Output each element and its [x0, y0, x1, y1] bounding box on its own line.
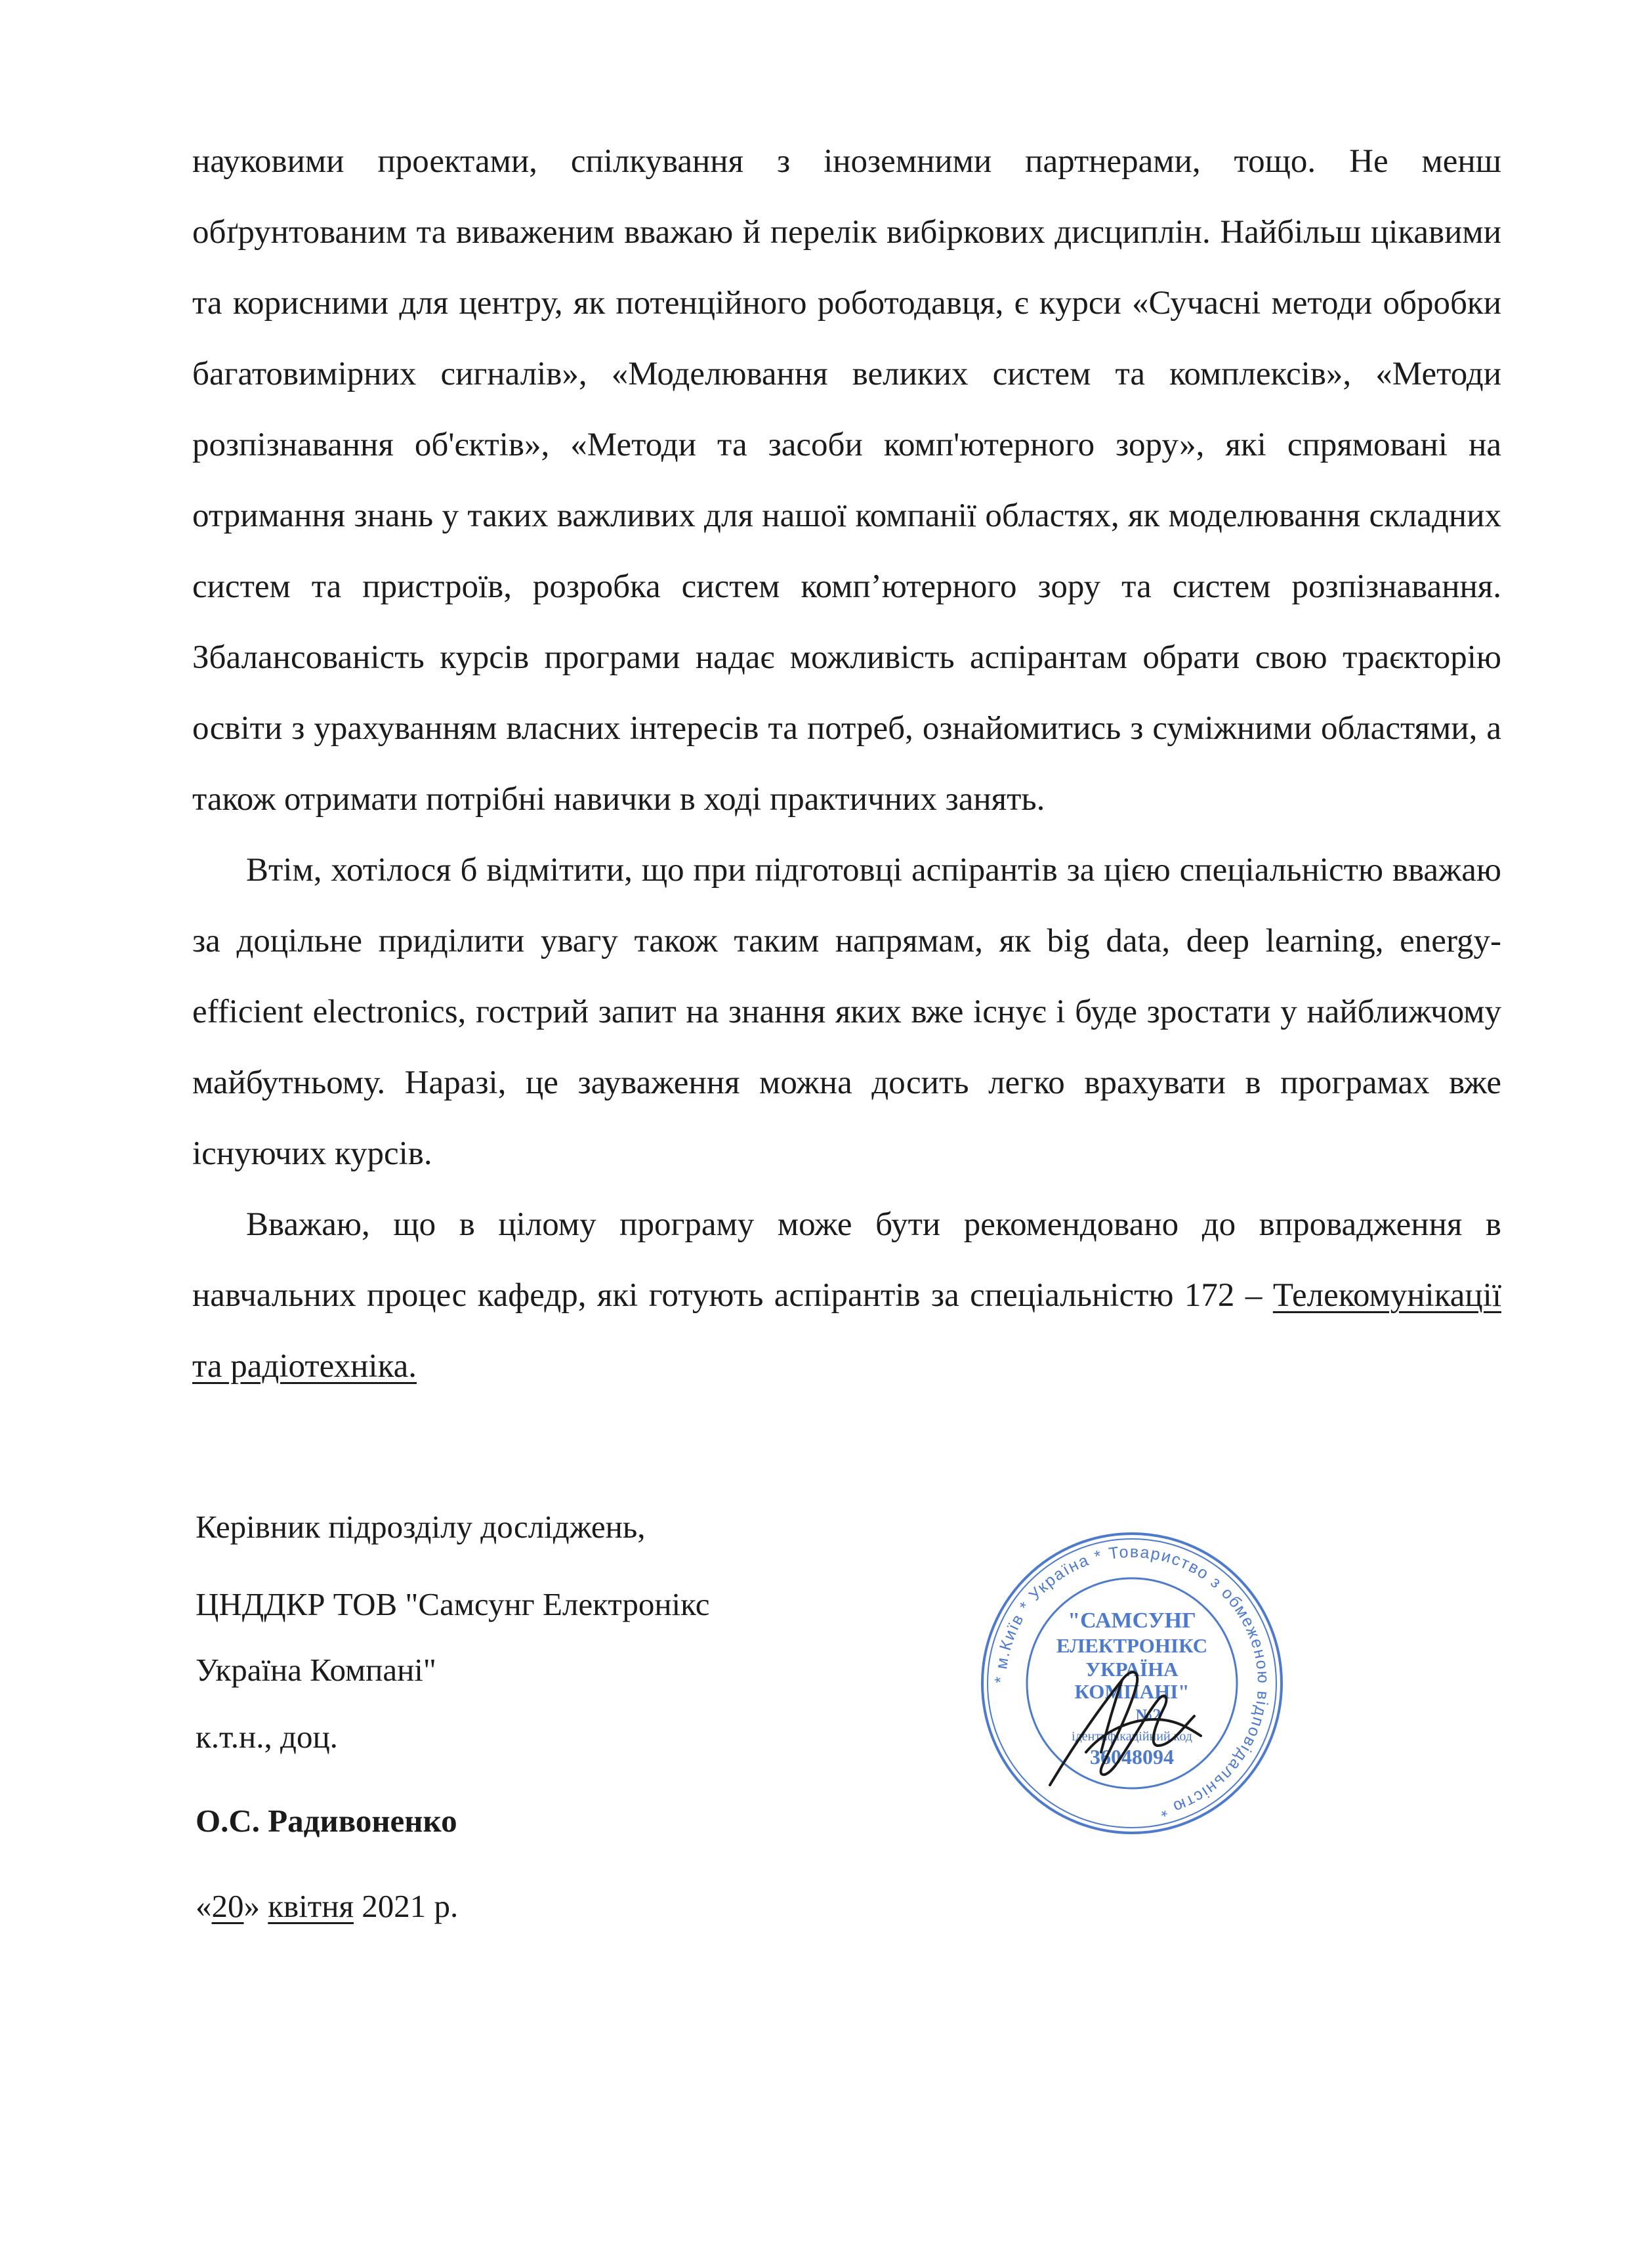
seal-line-4: КОМПАНІ" — [1074, 1680, 1190, 1703]
signer-position-line-1: Керівник підрозділу досліджень, — [196, 1509, 646, 1545]
specialty-name: Телекомунікації та радіотехніка. — [192, 1277, 1501, 1385]
seal-line-1: "САМСУНГ — [1068, 1608, 1196, 1633]
seal-line-3: УКРАЇНА — [1085, 1658, 1179, 1681]
date-month: квітня — [268, 1888, 354, 1924]
letter-body — [192, 126, 1501, 1402]
signature-date: «20» квітня 2021 р. — [196, 1888, 459, 1924]
seal-line-2: ЕЛЕКТРОНІКС — [1056, 1634, 1208, 1657]
seal-code-label: ідентифікаційний код — [1072, 1729, 1192, 1744]
seal-code: 36048094 — [1090, 1745, 1174, 1769]
signer-name: О.С. Радивоненко — [196, 1803, 457, 1839]
seal-ring-text: * м.Київ * Україна * Товариство з обмеженою відповідальністю * — [991, 1542, 1273, 1821]
handwritten-signature — [1024, 1654, 1221, 1798]
seal-number: №2 — [1135, 1706, 1161, 1725]
paragraph-2: Втім, хотілося б відмітити, що при підготовці аспірантів за цією спеціальністю вважаю за доцільне приділити увагу також таким напрямам, як big data, deep learning, energy-efficient electronics, гострий запит на знання яких вже існує і буде зростати у найближчому майбутньому. Наразі, це зауваження можна досить легко врахувати в програмах вже існуючих курсів. — [192, 852, 1501, 1172]
paragraph-3-text: Вважаю, що в цілому програму може бути рекомендовано до впровадження в навчальних процес кафедр, які готують аспірантів за спеціальністю 172 – — [192, 1206, 1501, 1314]
paragraph-3 — [192, 1189, 1501, 1402]
date-day: 20 — [211, 1888, 244, 1924]
signer-position-line-3: Україна Компані" — [196, 1652, 436, 1688]
paragraph-1: науковими проектами, спілкування з іноземними партнерами, тощо. Не менш обґрунтованим та виваженим вважаю й перелік вибіркових дисциплін. Найбільш цікавими та корисними для центру, як потенційного роботодавця, є курси «Сучасні методи обробки багатовимірних сигналів», «Моделювання великих систем та комплексів», «Методи розпізнавання об'єктів», «Методи та засоби комп'ютерного зору», які спрямовані на отримання знань у таких важливих для нашої компанії областях, як моделювання складних систем та пристроїв, розробка систем комп’ютерного зору та систем розпізнавання. Збалансованість курсів програми надає можливість аспірантам обрати свою траєкторію освіти з урахуванням власних інтересів та потреб, ознайомитись з суміжними областями, а також отримати потрібні навички в ході практичних занять. — [192, 143, 1501, 818]
signer-position-line-2: ЦНДДКР ТОВ "Самсунг Електронікс — [196, 1586, 710, 1622]
signer-degree: к.т.н., доц. — [196, 1719, 338, 1755]
